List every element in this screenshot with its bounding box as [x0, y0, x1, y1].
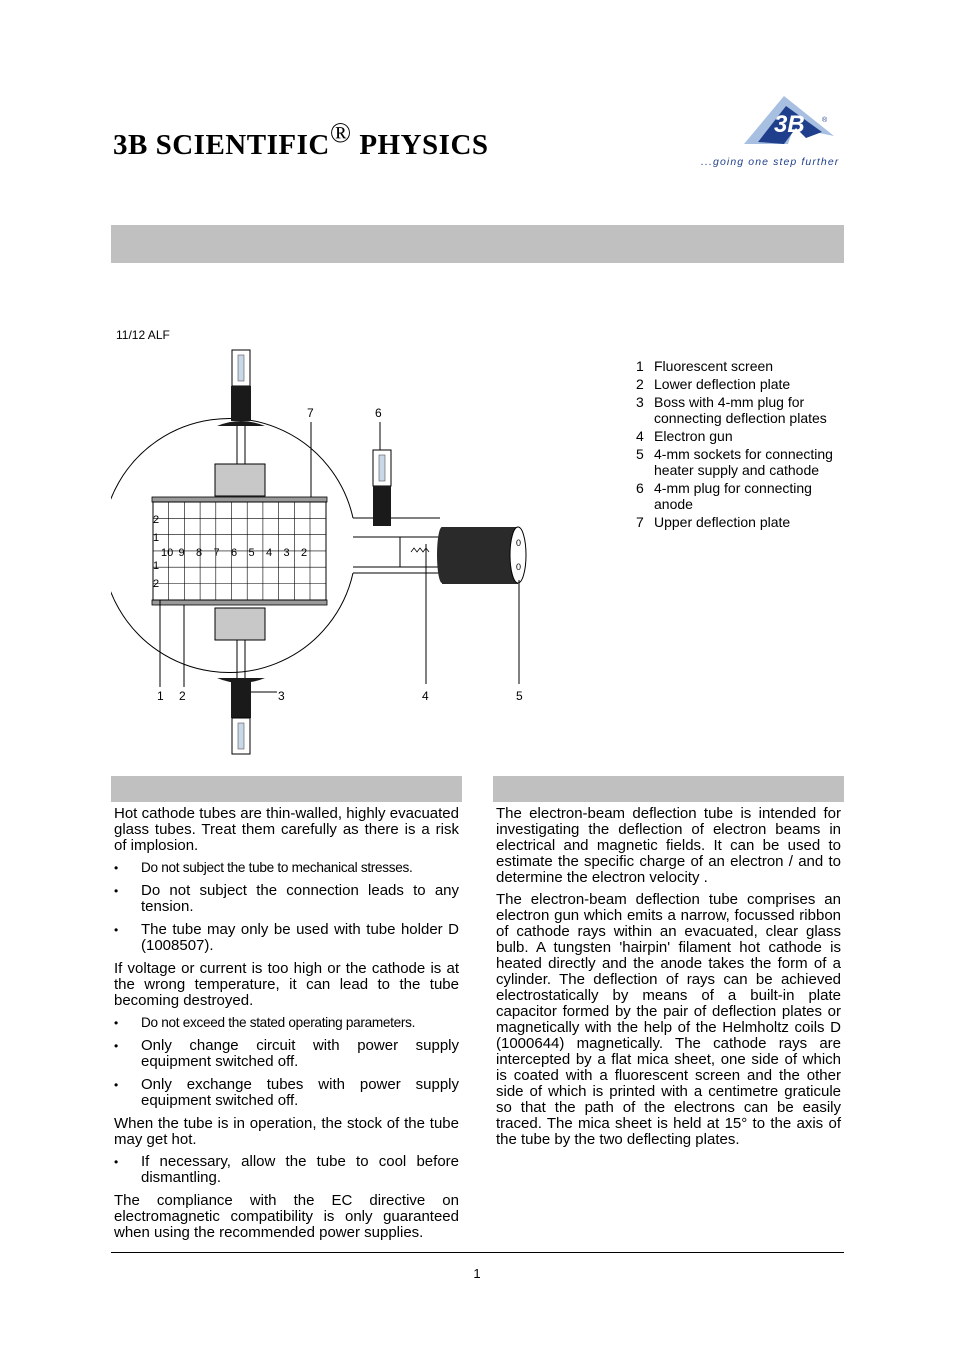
brand-title — [113, 118, 489, 162]
bullet-icon: • — [114, 861, 119, 875]
legend-item — [636, 394, 851, 426]
legend-number: 6 — [636, 480, 644, 496]
legend-number: 4 — [636, 428, 644, 444]
title-bar — [111, 225, 844, 263]
legend-item — [636, 480, 851, 512]
bullet-icon: • — [114, 884, 119, 898]
registered-mark: ® — [329, 118, 352, 149]
upper-deflection-plate — [152, 497, 327, 502]
legend-number: 1 — [636, 358, 644, 374]
safety-paragraph: If voltage or current is too high or the cathode is at the wrong temperature, it can lead to the tube becoming destroyed. — [114, 960, 459, 1009]
lower-holder — [215, 608, 265, 640]
bottom-plug-pin — [238, 723, 244, 749]
anode-plug-pin — [379, 455, 385, 481]
date-code: 11/12 ALF — [116, 328, 170, 342]
top-plug-pin — [238, 355, 244, 381]
scale-label: 8 — [196, 547, 203, 559]
description-section-bar — [493, 776, 844, 802]
bullet-text: Do not subject the tube to mechanical stresses. — [141, 860, 413, 875]
callout-4: 4 — [422, 689, 429, 703]
bullet-text: Do not exceed the stated operating parameters. — [141, 1015, 416, 1030]
logo-text: 3B — [774, 111, 805, 138]
company-logo — [696, 92, 846, 174]
description-paragraph: The electron-beam deflection tube is intended for investigating the deflection of electron beams in electrical and magnetic fields. It can be used to estimate the specific charge of an electron / and to determine the electron velocity . — [496, 805, 841, 886]
scale-label: 6 — [231, 547, 238, 559]
scale-top-1: 1 — [153, 532, 160, 544]
scale-label: 10 — [161, 547, 174, 559]
safety-bullet — [114, 1154, 459, 1186]
safety-bullet — [114, 922, 459, 954]
bullet-text: Do not subject the connection leads to any tension. — [141, 882, 459, 915]
socket-mark-lower: 0 — [516, 562, 522, 572]
scale-label: 3 — [283, 547, 290, 559]
anode-plug-body — [373, 486, 391, 526]
legend-text: 4-mm plug for connecting anode — [654, 480, 812, 512]
legend-item — [636, 446, 851, 478]
safety-column — [114, 806, 459, 1247]
callout-6: 6 — [375, 406, 382, 420]
bullet-icon: • — [114, 1078, 119, 1092]
legend-number: 2 — [636, 376, 644, 392]
callout-1: 1 — [157, 689, 164, 703]
safety-paragraph: When the tube is in operation, the stock of the tube may get hot. — [114, 1115, 459, 1148]
safety-bullet — [114, 1015, 459, 1031]
bullet-icon: • — [114, 1039, 119, 1053]
scale-label: 4 — [266, 547, 273, 559]
legend-text: 4-mm sockets for connecting heater supply and cathode — [654, 446, 833, 478]
scale-bottom-2: 2 — [153, 578, 160, 590]
brand-tail: PHYSICS — [351, 129, 489, 161]
scale-row — [161, 547, 307, 559]
safety-bullet — [114, 1038, 459, 1070]
scale-bottom-1: 1 — [153, 560, 160, 572]
callout-2: 2 — [179, 689, 186, 703]
legend-item — [636, 428, 851, 444]
legend-number: 3 — [636, 394, 644, 410]
safety-bullet — [114, 883, 459, 915]
logo-registered: ® — [822, 117, 828, 124]
bullet-text: The tube may only be used with tube holder D (1008507). — [141, 921, 459, 954]
legend-item — [636, 358, 851, 374]
callout-7: 7 — [307, 406, 314, 420]
bullet-icon: • — [114, 1016, 119, 1030]
description-paragraph: The electron-beam deflection tube comprises an electron gun which emits a narrow, focussed ribbon of cathode rays within an evacuated, clear glass bulb. A tungsten 'hairpin' filament hot cathode is heated directly and the anode takes the form of a cylinder. The deflection of rays can be achieved electrostatically by means of a built-in plate capacitor formed by the pair of deflection plates or magnetically with the help of the Helmholtz coils D (1000644) magnetically. The cathode rays are intercepted by a flat mica sheet, one side of which is coated with a fluorescent screen and the other side of which is printed with a centimetre graticule so that the path of the electrons can be easily traced. The mica sheet is held at 15° to the axis of the tube by the two deflecting plates. — [496, 891, 841, 1148]
legend-number: 5 — [636, 446, 644, 462]
callout-3: 3 — [278, 689, 285, 703]
brand-main: 3B SCIENTIFIC — [113, 129, 330, 161]
bottom-boss — [231, 682, 251, 718]
safety-section-bar — [111, 776, 462, 802]
top-boss — [231, 386, 251, 421]
legend-text: Upper deflection plate — [654, 514, 791, 530]
logo-tagline: ...going one step further — [701, 156, 840, 168]
upper-holder — [215, 464, 265, 496]
lower-deflection-plate — [152, 600, 327, 605]
scale-top-2: 2 — [153, 514, 160, 526]
safety-bullet — [114, 860, 459, 876]
bullet-text: Only exchange tubes with power supply equipment switched off. — [141, 1076, 459, 1109]
cathode-cap — [442, 527, 518, 584]
footer-rule — [111, 1252, 844, 1253]
legend-number: 7 — [636, 514, 644, 530]
legend-text: Lower deflection plate — [654, 376, 791, 392]
legend-text: Electron gun — [654, 428, 733, 444]
tube-diagram — [111, 340, 551, 765]
page-number: 1 — [473, 1266, 481, 1281]
safety-paragraph: The compliance with the EC directive on electromagnetic compatibility is only guaranteed when using the recommended power supplies. — [114, 1192, 459, 1241]
bullet-icon: • — [114, 1155, 119, 1169]
description-column — [496, 806, 841, 1154]
safety-bullet — [114, 1077, 459, 1109]
scale-label: 2 — [301, 547, 308, 559]
scale-label: 5 — [248, 547, 255, 559]
bullet-text: If necessary, allow the tube to cool before dismantling. — [141, 1153, 459, 1186]
scale-label: 7 — [213, 547, 220, 559]
bullet-icon: • — [114, 923, 119, 937]
legend-item — [636, 376, 851, 392]
legend-text: Boss with 4-mm plug for connecting deflection plates — [654, 394, 827, 426]
cathode-cap-back — [437, 527, 447, 583]
safety-intro: Hot cathode tubes are thin-walled, highly evacuated glass tubes. Treat them carefully as there is a risk of implosion. — [114, 805, 459, 854]
legend-item — [636, 514, 851, 530]
callout-5: 5 — [516, 689, 523, 703]
socket-mark-upper: 0 — [516, 538, 522, 548]
bullet-text: Only change circuit with power supply equipment switched off. — [141, 1037, 459, 1070]
parts-legend — [636, 358, 851, 532]
scale-label: 9 — [178, 547, 185, 559]
cathode-cap-face — [510, 527, 526, 583]
legend-text: Fluorescent screen — [654, 358, 774, 374]
